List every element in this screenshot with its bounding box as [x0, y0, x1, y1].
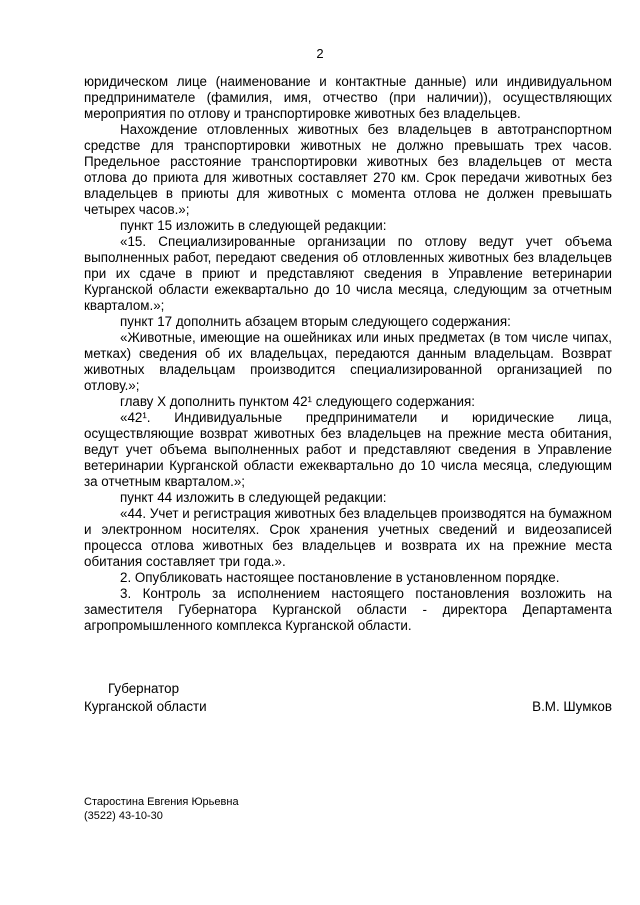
executor-phone: (3522) 43-10-30 [84, 810, 163, 822]
signature-region: Курганской области [84, 699, 207, 714]
document-body [84, 74, 612, 634]
executor-name: Старостина Евгения Юрьевна [84, 796, 239, 808]
paragraph-7: главу X дополнить пунктом 42¹ следующего содержания: [120, 394, 475, 409]
signature-name: В.М. Шумков [532, 699, 612, 714]
paragraph-9: пункт 44 изложить в следующей редакции: [120, 490, 387, 505]
signature-row [84, 698, 612, 716]
paragraph-3: пункт 15 изложить в следующей редакции: [120, 218, 387, 233]
paragraph-6: «Животные, имеющие на ошейниках или иных предметах (в том числе чипах, метках) сведения об их владельцах, передаются данным владельцам. Возврат животных владельцам производится специализированной организацией по отлову.»; [84, 330, 612, 393]
paragraph-4: «15. Специализированные организации по отлову ведут учет объема выполненных работ, передают сведения об отловленных животных без владельцев при их сдаче в приют и представляют сведения в Управление ветеринарии Курганской области ежеквартально до 10 числа месяца, следующим за отчетным кварталом.»; [84, 234, 612, 313]
paragraph-10: «44. Учет и регистрация животных без владельцев производятся на бумажном и электронном носителях. Срок хранения учетных сведений и видеозаписей процесса отлова животных без владельцев и возврата их на прежние места обитания составляет три года.». [84, 506, 612, 569]
paragraph-5: пункт 17 дополнить абзацем вторым следующего содержания: [120, 314, 511, 329]
paragraph-8: «42¹. Индивидуальные предприниматели и юридические лица, осуществляющие возврат животных без владельцев на прежние места обитания, ведут учет объема выполненных работ и представляют сведения в Управление ветеринарии Курганской области ежеквартально до 10 числа месяца, следующим за отчетным кварталом.»; [84, 410, 612, 489]
signature-block [84, 680, 612, 716]
paragraph-11: 2. Опубликовать настоящее постановление в установленном порядке. [120, 570, 560, 585]
signature-title: Губернатор [108, 681, 180, 696]
page-number: 2 [316, 46, 324, 61]
paragraph-12: 3. Контроль за исполнением настоящего постановления возложить на заместителя Губернатора Курганской области - директора Департамента агропромышленного комплекса Курганской области. [84, 586, 612, 633]
executor-block [84, 795, 239, 823]
paragraph-1: юридическом лице (наименование и контактные данные) или индивидуальном предпринимателе (фамилия, имя, отчество (при наличии)), осуществляющих мероприятия по отлову и транспортировке животных без владельцев. [84, 74, 612, 121]
paragraph-2: Нахождение отловленных животных без владельцев в автотранспортном средстве для транспортировки животных не должно превышать трех часов. Предельное расстояние транспортировки животных без владельцев от места отлова до приюта для животных составляет 270 км. Срок передачи животных без владельцев в приюты для животных с момента отлова не должен превышать четырех часов.»; [84, 122, 612, 217]
